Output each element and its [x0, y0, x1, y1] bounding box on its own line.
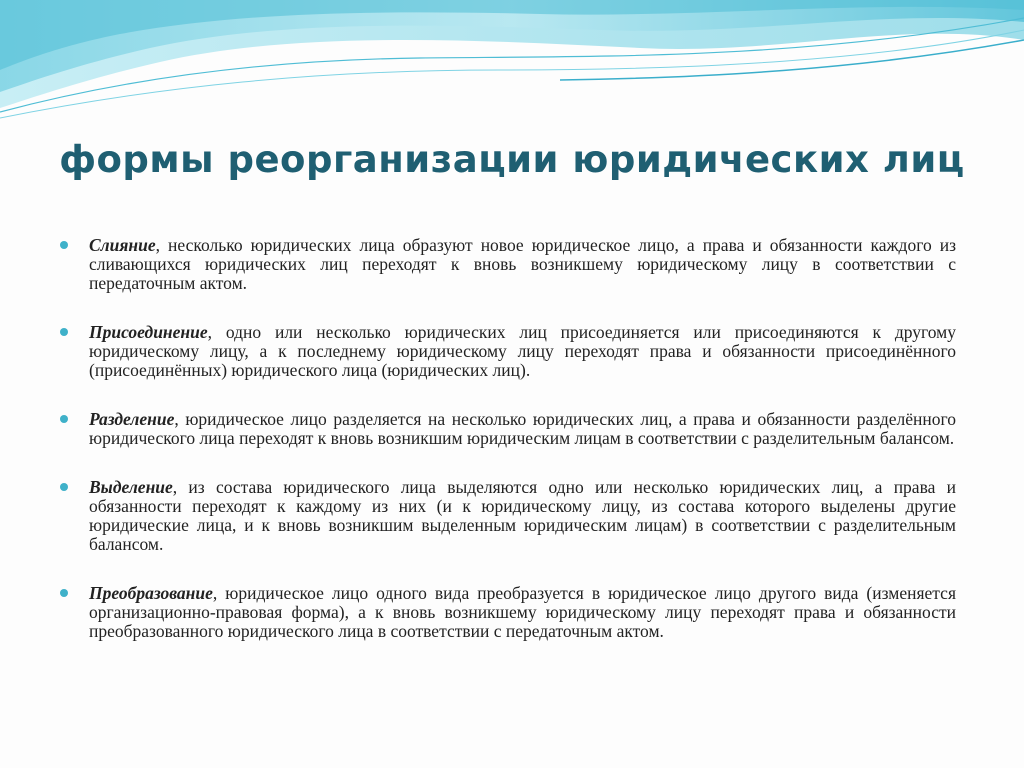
item-term: Преобразование	[89, 583, 213, 603]
item-text: , юридическое лицо разделяется на несколько юридических лиц, а права и обязанности разделённого юридического лица переходят к вновь возникшим юридическим лицам в соответствии с разделительным балансом.	[89, 409, 956, 448]
item-term: Слияние	[89, 235, 156, 255]
bullet-icon	[60, 415, 68, 423]
item-term: Выделение	[89, 477, 173, 497]
bullet-icon	[60, 589, 68, 597]
list-item	[60, 410, 956, 448]
item-term: Присоединение	[89, 322, 208, 342]
item-text: , несколько юридических лица образуют новое юридическое лицо, а права и обязанности каждого из сливающихся юридических лиц переходят к вновь возникшему юридическому лицу в соответствии с передаточным актом.	[89, 235, 956, 293]
bullet-icon	[60, 483, 68, 491]
decorative-waves	[0, 0, 1024, 130]
item-text: , одно или несколько юридических лиц присоединяется или присоединяются к другому юридическому лицу, а к последнему юридическому лицу переходят права и обязанности присоединённого (присоединённых) юридического лица (юридических лиц).	[89, 322, 956, 380]
bullet-list	[60, 236, 956, 671]
list-item	[60, 236, 956, 293]
item-text: , юридическое лицо одного вида преобразуется в юридическое лицо другого вида (изменяется организационно-правовая форма), а к вновь возникшему юридическому лицу переходят права и обязанности преобразованного юридического лица в соответствии с передаточным актом.	[89, 583, 956, 641]
bullet-icon	[60, 241, 68, 249]
slide-title: формы реорганизации юридических лиц	[59, 138, 965, 181]
list-item	[60, 584, 956, 641]
list-item	[60, 478, 956, 554]
list-item	[60, 323, 956, 380]
item-text: , из состава юридического лица выделяются одно или несколько юридических лиц, а права и обязанности переходят к каждому из них (и к юридическому лицу, из состава которого выделены другие юридические лица, и к вновь возникшим выделенным юридическим лицам) в соответствии с разделительным балансом.	[89, 477, 956, 554]
item-term: Разделение	[89, 409, 175, 429]
bullet-icon	[60, 328, 68, 336]
